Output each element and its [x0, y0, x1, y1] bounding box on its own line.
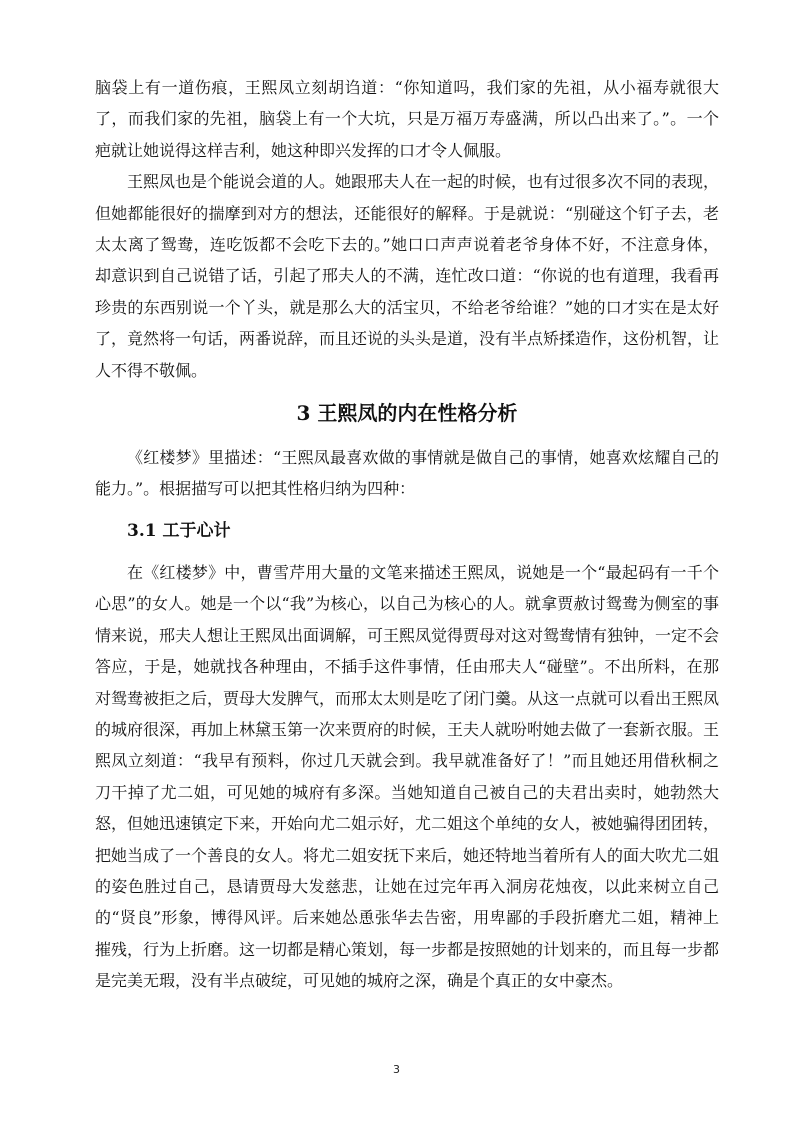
page-content [95, 72, 719, 997]
paragraph-eloquence: 王熙凤也是个能说会道的人。她跟邢夫人在一起的时候，也有过很多次不同的表现，但她都能很好的揣摩到对方的想法，还能很好的解释。于是就说：“别碰这个钉子去，老太太离了鸳鸯，连吃饭都不会吃下去的。”她口口声声说着老爷身体不好，不注意身体，却意识到自己说错了话，引起了邢夫人的不满，连忙改口道：“你说的也有道理，我看再珍贵的东西别说一个丫头，就是那么大的活宝贝，不给老爷给谁？”她的口才实在是太好了，竟然将一句话，两番说辞，而且还说的头头是道，没有半点矫揉造作，这份机智，让人不得不敬佩。 [95, 172, 720, 380]
subsection-heading-3-1: 3.1 工于心计 [127, 520, 231, 541]
section-heading-3: 3 王熙凤的内在性格分析 [296, 401, 518, 426]
paragraph-continued: 脑袋上有一道伤痕，王熙凤立刻胡诌道：“你知道吗，我们家的先祖，从小福寿就很大了，而我们家的先祖，脑袋上有一个大坑，只是万福万寿盛满，所以凸出来了。”。一个疤就让她说得这样吉利，她这种即兴发挥的口才令人佩服。 [95, 78, 719, 160]
subsection-3-1-body: 在《红楼梦》中，曹雪芹用大量的文笔来描述王熙凤，说她是一个“最起码有一千个心思”的女人。她是一个以“我”为核心，以自己为核心的人。就拿贾赦讨鸳鸯为侧室的事情来说，邢夫人想让王熙凤出面调解，可王熙凤觉得贾母对这对鸳鸯情有独钟，一定不会答应，于是，她就找各种理由，不插手这件事情，任由邢夫人“碰壁”。不出所料，在那对鸳鸯被拒之后，贾母大发脾气，而邢太太则是吃了闭门羹。从这一点就可以看出王熙凤的城府很深，再加上林黛玉第一次来贾府的时候，王夫人就吩咐她去做了一套新衣服。王熙凤立刻道：“我早有预料，你过几天就会到。我早就准备好了！”而且她还用借秋桐之刀干掉了尤二姐，可见她的城府有多深。当她知道自己被自己的夫君出卖时，她勃然大怒，但她迅速镇定下来，开始向尤二姐示好，尤二姐这个单纯的女人，被她骗得团团转，把她当成了一个善良的女人。将尤二姐安抚下来后，她还特地当着所有人的面大吹尤二姐的姿色胜过自己，恳请贾母大发慈悲，让她在过完年再入洞房花烛夜，以此来树立自己的“贤良”形象，博得风评。后来她怂恿张华去告密，用卑鄙的手段折磨尤二姐，精神上摧残，行为上折磨。这一切都是精心策划，每一步都是按照她的计划来的，而且每一步都是完美无瑕，没有半点破绽，可见她的城府之深，确是个真正的女中豪杰。 [95, 562, 720, 991]
section-3-intro: 《红楼梦》里描述：“王熙凤最喜欢做的事情就是做自己的事情，她喜欢炫耀自己的能力。”。根据描写可以把其性格归纳为四种： [95, 448, 719, 499]
page-number: 3 [393, 1063, 400, 1076]
